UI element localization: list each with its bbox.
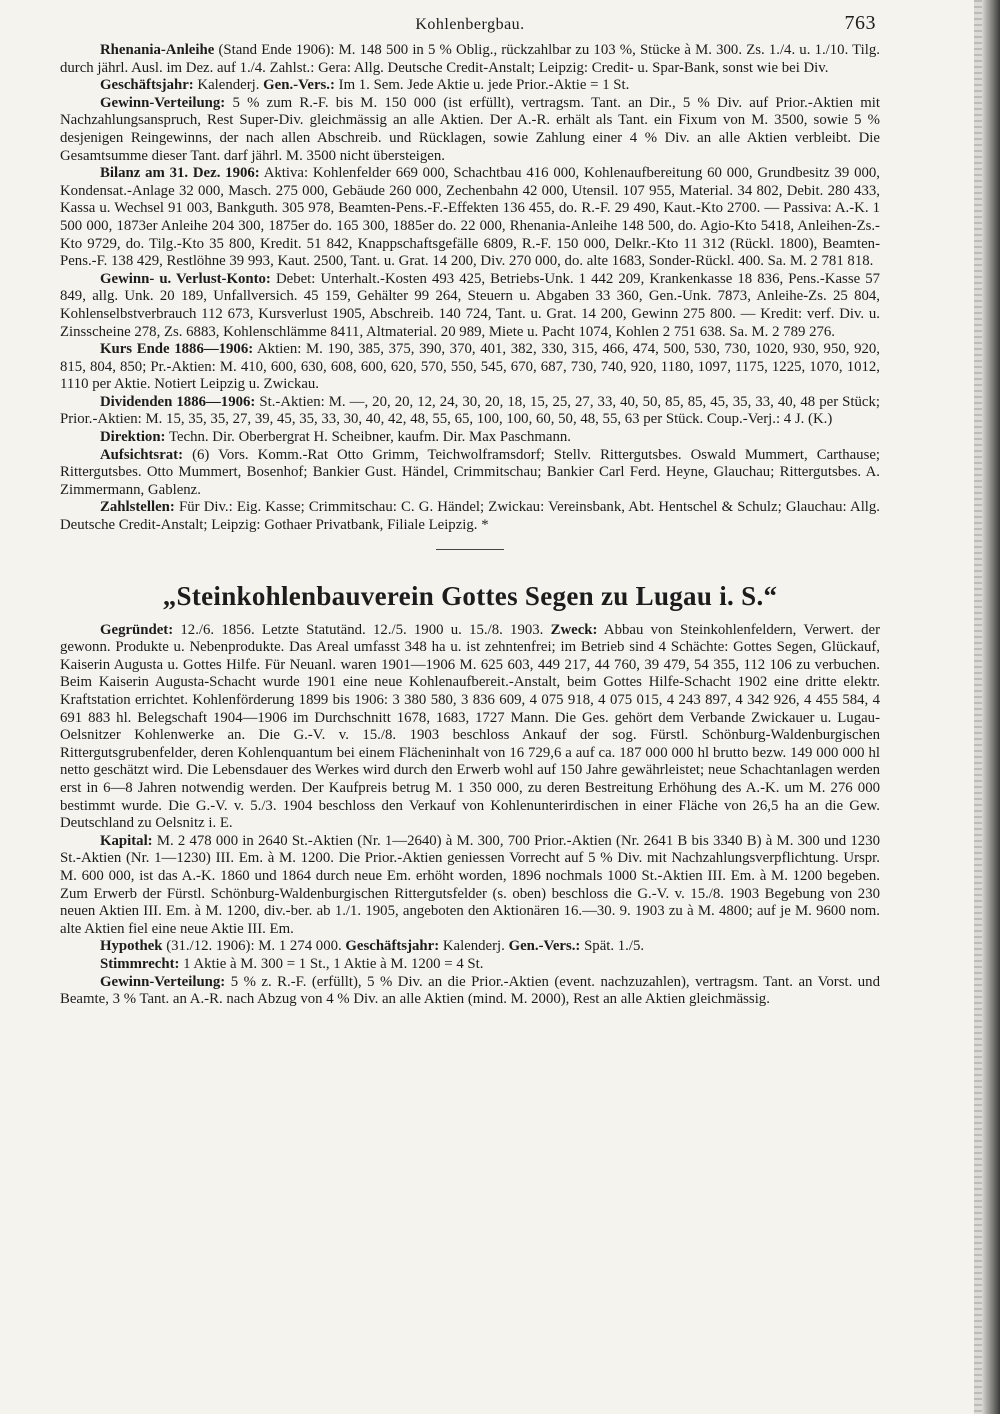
- text-gewinn-verteilung: 5 % zum R.-F. bis M. 150 000 (ist erfüllt), vertragsm. Tant. an Dir., 5 % Div. auf Prior.-Aktien mit Nachzahlungsanspruch, Rest Super-Div. gleichmässig an alle Aktien. Der A.-R. erhält als Tant. ein Fixum von M. 3500, sowie 5 % desjenigen Reingewinns, der nach allen Abschreib. und Rücklagen, sowie Zahlung einer 4 % Div. an alle Aktien verbleibt. Die Gesamtsumme dieser Tant. darf jährl. M. 3500 nicht übersteigen.: [60, 94, 880, 164]
- text-zweck: Abbau von Steinkohlenfeldern, Verwert. der gewonn. Produkte u. Nebenprodukte. Das Areal umfasst 348 ha u. ist zehntenfrei; im Betrieb sind 4 Schächte: Gottes Segen, Glückauf, Kaiserin Augusta u. Gottes Hilfe. Für Neuanl. waren 1901—1906 M. 625 603, 449 217, 44 760, 39 479, 54 355, 112 106 zu verbuchen. Beim Kaiserin Augusta-Schacht wurde 1901 eine neue Kohlenaufbereit.-Anstalt, beim Gottes Hilfe-Schacht 1902 eine dritte elektr. Kraftstation errichtet. Kohlenförderung 1899 bis 1906: 3 380 580, 3 836 609, 4 075 918, 4 075 015, 4 243 897, 4 342 926, 4 455 584, 4 691 883 hl. Belegschaft 1904—1906 im Durchschnitt 1678, 1683, 1727 Mann. Die Ges. gehört dem Verbande Zwickauer u. Lugau-Oelsnitzer Kohlenwerke an. Die G.-V. v. 15./8. 1903 beschloss Ankauf der sog. Fürstl. Schönburg-Waldenburgischen Rittergutsgrubenfelder, deren Kohlenquantum bei einem Flächeninhalt von 16 729,6 a auf ca. 187 000 000 hl brutto bezw. 149 000 000 hl netto geschätzt wird. Die Lebensdauer des Werkes wird durch den Erwerb wohl auf 150 Jahre gewährleistet; neue Schachtanlagen werden erst in 6—8 Jahren notwendig werden. Der Kaufpreis betrug M. 1 350 000, zu deren Bestreitung Erhöhung des A.-K. um M. 276 000 bestimmt wurde. Die G.-V. v. 5./3. 1904 beschloss den Verkauf von Kohlenunterirdischen in einer Fläche von 26,5 ha an die Gew. Deutschland zu Oelsnitz i. E.: [60, 621, 880, 832]
- heading-hypothek: Hypothek: [100, 938, 163, 955]
- heading-stimmrecht: Stimmrecht:: [100, 955, 180, 972]
- heading-aufsichtsrat: Aufsichtsrat:: [100, 446, 184, 463]
- text-stimmrecht: 1 Aktie à M. 300 = 1 St., 1 Aktie à M. 1200 = 4 St.: [183, 955, 484, 972]
- text-geschaeftsjahr: Kalenderj.: [197, 77, 260, 94]
- paragraph-gewinn-verteilung-2: [60, 974, 880, 1009]
- paragraph-kapital: [60, 833, 880, 939]
- paragraph-rhenania-anleihe: [60, 42, 880, 77]
- paragraph-hypothek: [60, 938, 880, 956]
- text-kapital: M. 2 478 000 in 2640 St.-Aktien (Nr. 1—2640) à M. 300, 700 Prior.-Aktien (Nr. 2641 B bis 3340 B) à M. 300 und 1230 St.-Aktien (Nr. 1—1230) III. Em. à M. 1200. Die Prior.-Aktien geniessen Vorrecht auf 5 % Div. mit Nachzahlungsverpflichtung. Urspr. M. 600 000, ist das A.-K. 1860 und 1864 durch neue Em. erhöht worden, 1896 nochmals 1000 St.-Aktien III. Em. à M. 1200 begeben. Zum Erwerb der Fürstl. Schönburg-Waldenburgischen Rittergutsfelder (s. oben) beschloss die G.-V. v. 15./8. 1903 Begebung von 230 neuen Aktien III. Em. à M. 1200, div.-ber. ab 1./1. 1905, angeboten den Aktionären 16.—30. 9. 1903 zu à M. 4800; auf je M. 9600 nom. alte Aktien fiel eine neue Aktie III. Em.: [60, 832, 881, 937]
- footnote-star: *: [481, 517, 489, 534]
- heading-geschaeftsjahr-2: Geschäftsjahr:: [345, 938, 440, 955]
- heading-kurs: Kurs Ende 1886—1906:: [100, 341, 254, 358]
- text-hypothek: (31./12. 1906): M. 1 274 000.: [166, 938, 342, 955]
- heading-kapital: Kapital:: [100, 832, 153, 849]
- paragraph-gewinn-verteilung: [60, 95, 880, 165]
- scan-edge: [982, 0, 1000, 1414]
- paragraph-dividenden: [60, 394, 880, 429]
- heading-geschaeftsjahr: Geschäftsjahr:: [100, 77, 194, 94]
- section-steinkohlenbauverein: [60, 622, 880, 1009]
- scan-edge-shadow: [974, 0, 982, 1414]
- text-gegruendet: 12./6. 1856. Letzte Statutänd. 12./5. 1900 u. 15./8. 1903.: [180, 621, 544, 638]
- document-page: [60, 8, 880, 1408]
- text-gewinn-verteilung-2: 5 % z. R.-F. (erfüllt), 5 % Div. an die Prior.-Aktien (event. nachzuzahlen), vertragsm. Tant. an Vorst. und Beamte, 3 % Tant. an A.-R. nach Abzug von 4 % Div. an alle Aktien (mind. M. 2000), Rest an alle Aktien gleichmässig.: [60, 973, 880, 1008]
- section-separator: [60, 541, 880, 559]
- heading-gewinn-verteilung-2: Gewinn-Verteilung:: [100, 973, 226, 990]
- text-kurs: Aktien: M. 190, 385, 375, 390, 370, 401, 382, 330, 315, 466, 474, 500, 530, 730, 1020, 930, 950, 920, 815, 804, 850; Pr.-Aktien: M. 410, 600, 630, 608, 600, 620, 570, 550, 545, 670, 687, 730, 740, 920, 1180, 1097, 1175, 1225, 1070, 1012, 1110 per Aktie. Notiert Leipzig u. Zwickau.: [60, 341, 880, 393]
- running-head: [60, 8, 880, 42]
- separator-rule: [436, 549, 504, 550]
- heading-gegruendet: Gegründet:: [100, 621, 174, 638]
- company-title: „Steinkohlenbauverein Gottes Segen zu Lugau i. S.“: [162, 580, 778, 611]
- page-number: 763: [844, 12, 876, 34]
- paragraph-stimmrecht: [60, 956, 880, 974]
- heading-gen-vers-2: Gen.-Vers.:: [508, 938, 581, 955]
- heading-rhenania-anleihe: Rhenania-Anleihe: [100, 42, 215, 58]
- text-zahlstellen: Für Div.: Eig. Kasse; Crimmitschau: C. G. Händel; Zwickau: Vereinsbank, Abt. Hentschel & Schulz; Glauchau: Allg. Deutsche Credit-Anstalt; Leipzig: Gothaer Privatbank, Filiale Leipzig.: [60, 499, 881, 534]
- heading-direktion: Direktion:: [100, 429, 166, 446]
- heading-bilanz: Bilanz am 31. Dez. 1906:: [100, 165, 260, 182]
- paragraph-gewinn-verlust: [60, 271, 880, 341]
- text-gewinn-verlust: Debet: Unterhalt.-Kosten 493 425, Betriebs-Unk. 1 442 209, Krankenkasse 18 836, Pens.-Kasse 57 849, allg. Unk. 20 189, Unfallversich. 45 159, Gehälter 99 264, Steuern u. Abgaben 33 360, Gen.-Unk. 7873, Anleihe-Zs. 25 804, Kohlenselbstverbrauch 112 673, Kursverlust 1905, Abschreib. 140 724, Tant. u. Grat. 14 200, Gewinn 275 800. — Kredit: verf. Div. u. Zinsscheine 278, Zs. 6883, Kohlenschlämme 8411, Altmaterial. 20 989, Miete u. Pacht 1074, Kohlen 2 751 638. Sa. M. 2 789 276.: [60, 270, 881, 340]
- heading-zahlstellen: Zahlstellen:: [100, 499, 175, 516]
- text-aufsichtsrat: (6) Vors. Komm.-Rat Otto Grimm, Teichwolframsdorf; Stellv. Rittergutsbes. Oswald Mummert, Carthause; Rittergutsbes. Otto Mummert, Bosenhof; Bankier Gust. Händel, Crimmitschau; Bankier Carl Ferd. Heyne, Glauchau; Rittergutsbes. A. Zimmermann, Gablenz.: [60, 446, 881, 498]
- heading-gewinn-verlust: Gewinn- u. Verlust-Konto:: [100, 270, 271, 287]
- heading-gen-vers: Gen.-Vers.:: [263, 77, 335, 94]
- text-dividenden: St.-Aktien: M. —, 20, 20, 12, 24, 30, 20, 18, 15, 25, 27, 33, 40, 50, 85, 85, 45, 35, 33, 40, 48 per Stück; Prior.-Aktien: M. 15, 35, 35, 27, 39, 45, 35, 33, 30, 40, 42, 48, 55, 65, 100, 100, 60, 50, 48, 55, 63 per Stück. Coup.-Verj.: 4 J. (K.): [60, 393, 880, 428]
- paragraph-geschaeftsjahr: [60, 77, 880, 95]
- heading-gewinn-verteilung: Gewinn-Verteilung:: [100, 94, 226, 111]
- text-bilanz: Aktiva: Kohlenfelder 669 000, Schachtbau 416 000, Kohlenaufbereitung 60 000, Grundbesitz 39 000, Kondensat.-Anlage 32 000, Masch. 275 000, Gebäude 260 000, Zechenbahn 42 000, Utensil. 107 955, Material. 34 802, Debit. 280 433, Kassa u. Wechsel 91 003, Bankguth. 305 978, Beamten-Pens.-F.-Effekten 136 455, do. R.-F. 29 490, Kaut.-Kto 2700. — Passiva: A.-K. 1 500 000, 1873er Anleihe 204 300, 1875er do. 165 300, 1885er do. 22 000, Rhenania-Anleihe 148 500, do. Agio-Kto 5418, Anleihen-Zs.-Kto 9729, do. Tilg.-Kto 35 800, Kredit. 51 842, Knappschaftsgefälle 6809, R.-F. 150 000, Delkr.-Kto 11 312 (Rückl. 1800), Beamten-Pens.-F. 138 429, Restlöhne 39 993, Kaut. 2500, Tant. u. Grat. 14 200, Div. 270 000, do. alte 1683, Sonder-Rückl. 400. Sa. M. 2 781 818.: [60, 165, 880, 270]
- paragraph-direktion: [60, 429, 880, 447]
- text-direktion: Techn. Dir. Oberbergrat H. Scheibner, kaufm. Dir. Max Paschmann.: [168, 429, 571, 446]
- paragraph-bilanz: [60, 165, 880, 271]
- heading-zweck: Zweck:: [550, 621, 598, 638]
- paragraph-kurs: [60, 341, 880, 394]
- paragraph-aufsichtsrat: [60, 447, 880, 500]
- section-rhenania: [60, 42, 880, 535]
- text-gen-vers-2: Spät. 1./5.: [584, 938, 645, 955]
- text-geschaeftsjahr-2: Kalenderj.: [442, 938, 505, 955]
- text-rhenania-anleihe: (Stand Ende 1906): M. 148 500 in 5 % Oblig., rückzahlbar zu 103 %, Stücke à M. 300. Zs. 1./4. u. 1./10. Tilg. durch jährl. Ausl. im Dez. auf 1./4. Zahlst.: Gera: Allg. Deutsche Credit-Anstalt; Leipzig: Credit- u. Spar-Bank, sonst wie bei Div.: [60, 42, 881, 76]
- text-gen-vers: Im 1. Sem. Jede Aktie u. jede Prior.-Aktie = 1 St.: [338, 77, 630, 94]
- running-head-title: Kohlenbergbau.: [415, 16, 525, 33]
- heading-dividenden: Dividenden 1886—1906:: [100, 393, 256, 410]
- paragraph-zahlstellen: [60, 499, 880, 534]
- paragraph-gegruendet: [60, 622, 880, 833]
